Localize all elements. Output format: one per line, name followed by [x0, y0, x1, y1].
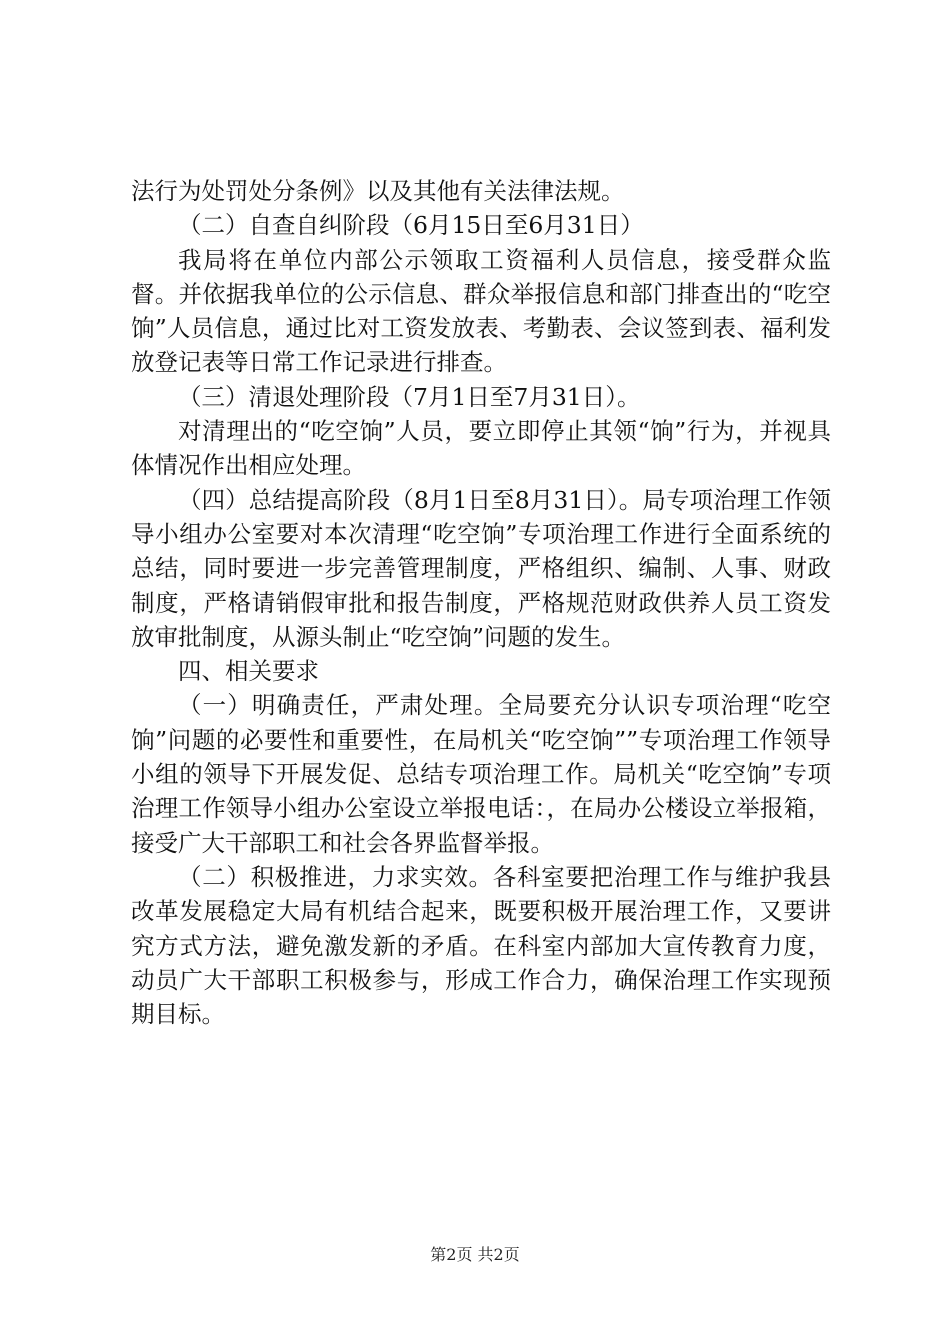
paragraph-stage-two-heading: （二）自查自纠阶段（6月15日至6月31日）: [178, 211, 644, 240]
paragraph-stage-three-body: 对清理出的“吃空饷”人员，要立即停止其领“饷”行为，并视具体情况作出相应处理。: [131, 417, 831, 480]
paragraph-continuation: 法行为处罚处分条例》以及其他有关法律法规。: [131, 177, 625, 205]
page-footer: 第2页 共2页: [430, 1245, 520, 1264]
document-body: [131, 174, 831, 1031]
paragraph-stage-three-heading: （三）清退处理阶段（7月1日至7月31日）。: [178, 382, 641, 411]
paragraph-requirement-two: （二）积极推进，力求实效。各科室要把治理工作与维护我县改革发展稳定大局有机结合起来，既要积极开展治理工作，又要讲究方式方法，避免激发新的矛盾。在科室内部加大宣传教育力度，动员广大干部职工积极参与，形成工作合力，确保治理工作实现预期目标。: [131, 862, 831, 1029]
paragraph-stage-two-body: 我局将在单位内部公示领取工资福利人员信息，接受群众监督。并依据我单位的公示信息、群众举报信息和部门排查出的“吃空饷”人员信息，通过比对工资发放表、考勤表、会议签到表、福利发放登记表等日常工作记录进行排查。: [131, 245, 831, 377]
section-heading-requirements: 四、相关要求: [178, 657, 319, 686]
paragraph-stage-four: （四）总结提高阶段（8月1日至8月31日）。局专项治理工作领导小组办公室要对本次清理“吃空饷”专项治理工作进行全面系统的总结，同时要进一步完善管理制度，严格组织、编制、人事、财政制度，严格请销假审批和报告制度，严格规范财政供养人员工资发放审批制度，从源头制止“吃空饷”问题的发生。: [131, 485, 831, 651]
paragraph-requirement-one: （一）明确责任，严肃处理。全局要充分认识专项治理“吃空饷”问题的必要性和重要性，在局机关“吃空饷””专项治理工作领导小组的领导下开展发促、总结专项治理工作。局机关“吃空饷”专项治理工作领导小组办公室设立举报电话：，在局办公楼设立举报箱，接受广大干部职工和社会各界监督举报。: [131, 691, 831, 857]
